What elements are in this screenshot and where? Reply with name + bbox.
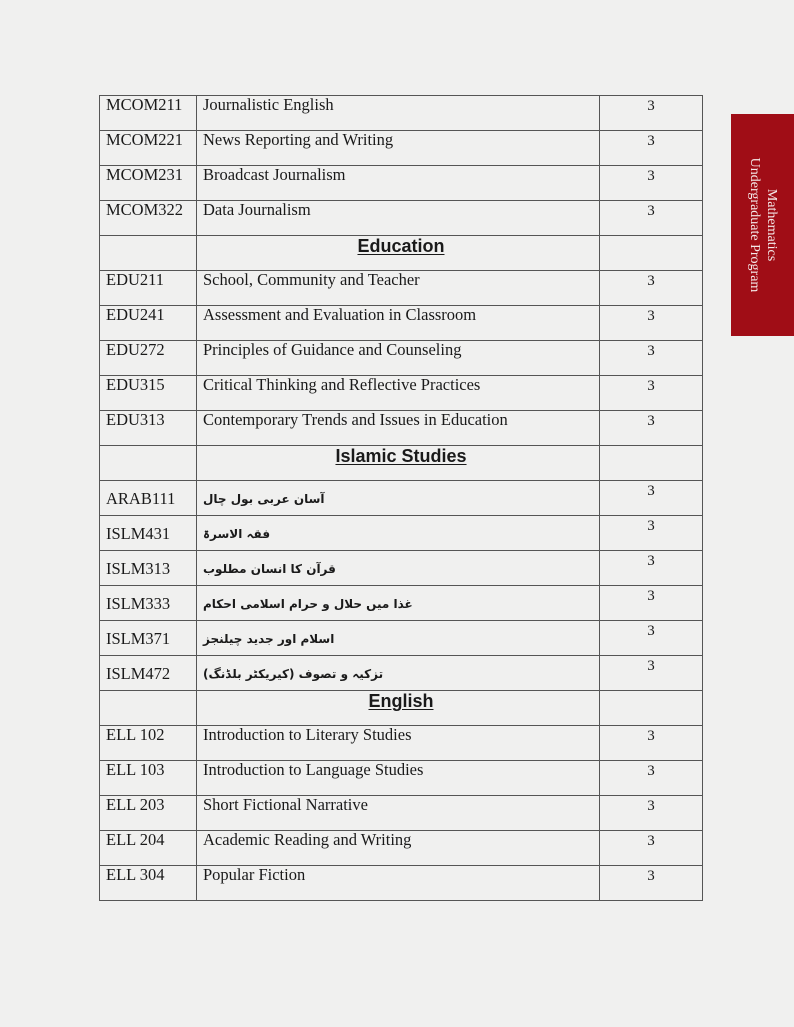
course-title: Data Journalism <box>203 200 311 219</box>
course-code: EDU241 <box>106 305 165 324</box>
credit-hours: 3 <box>647 133 655 149</box>
course-row <box>100 586 703 621</box>
course-title: Introduction to Language Studies <box>203 760 424 779</box>
course-title: فقہ الاسرۃ <box>203 527 271 541</box>
section-heading-cell <box>197 446 600 481</box>
credit-hours: 3 <box>647 378 655 394</box>
course-code-cell <box>100 866 197 901</box>
course-title: Academic Reading and Writing <box>203 830 412 849</box>
section-heading: English <box>368 691 434 711</box>
credit-hours: 3 <box>647 308 655 324</box>
course-row <box>100 481 703 516</box>
course-code-cell <box>100 341 197 376</box>
course-code: EDU211 <box>106 270 165 289</box>
credit-hours-cell <box>600 166 703 201</box>
course-title: Broadcast Journalism <box>203 165 346 184</box>
course-code-cell <box>100 831 197 866</box>
credit-hours-cell <box>600 306 703 341</box>
credit-hours-cell <box>600 131 703 166</box>
course-title: تزکیہ و تصوف (کیریکٹر بلڈنگ) <box>203 667 384 681</box>
course-title: School, Community and Teacher <box>203 270 420 289</box>
course-title-cell <box>197 411 600 446</box>
credit-hours: 3 <box>647 343 655 359</box>
credit-hours-cell <box>600 551 703 586</box>
credit-hours-cell <box>600 236 703 271</box>
credit-hours-cell <box>600 831 703 866</box>
course-code-cell <box>100 201 197 236</box>
course-title-cell <box>197 831 600 866</box>
course-title: قرآن کا انسان مطلوب <box>203 562 336 576</box>
section-heading-row <box>100 236 703 271</box>
course-title: Assessment and Evaluation in Classroom <box>203 305 477 324</box>
course-title: Contemporary Trends and Issues in Education <box>203 410 508 429</box>
course-title-cell <box>197 656 600 691</box>
course-title-cell <box>197 761 600 796</box>
course-row <box>100 761 703 796</box>
credit-hours-cell <box>600 691 703 726</box>
credit-hours-cell <box>600 621 703 656</box>
section-heading-row <box>100 691 703 726</box>
course-code: ISLM431 <box>106 524 171 543</box>
course-code: MCOM221 <box>106 130 184 149</box>
credit-hours-cell <box>600 656 703 691</box>
credit-hours: 3 <box>647 518 655 534</box>
course-title-cell <box>197 516 600 551</box>
course-code-cell <box>100 796 197 831</box>
course-title: Critical Thinking and Reflective Practices <box>203 375 481 394</box>
course-row <box>100 516 703 551</box>
course-code-cell <box>100 551 197 586</box>
credit-hours: 3 <box>647 868 655 884</box>
section-heading-row <box>100 446 703 481</box>
side-tab-line-2: Undergraduate Program <box>746 157 762 293</box>
course-code: ELL 204 <box>106 830 165 849</box>
credit-hours: 3 <box>647 98 655 114</box>
course-code: EDU315 <box>106 375 165 394</box>
course-code: MCOM211 <box>106 95 183 114</box>
course-title: Journalistic English <box>203 95 334 114</box>
course-code-cell <box>100 621 197 656</box>
course-code: MCOM231 <box>106 165 184 184</box>
course-code: EDU272 <box>106 340 165 359</box>
course-row <box>100 726 703 761</box>
course-title-cell <box>197 306 600 341</box>
credit-hours: 3 <box>647 273 655 289</box>
course-title-cell <box>197 551 600 586</box>
course-code-cell <box>100 271 197 306</box>
course-title-cell <box>197 131 600 166</box>
course-code-cell <box>100 131 197 166</box>
course-title: آسان عربی بول چال <box>203 492 325 506</box>
course-code-cell <box>100 516 197 551</box>
course-code-cell <box>100 236 197 271</box>
course-code-cell <box>100 691 197 726</box>
course-code: ISLM313 <box>106 559 171 578</box>
course-table-body <box>100 96 703 901</box>
side-tab-text <box>746 158 780 293</box>
course-title-cell <box>197 481 600 516</box>
credit-hours-cell <box>600 96 703 131</box>
course-row <box>100 866 703 901</box>
course-row <box>100 376 703 411</box>
course-title-cell <box>197 201 600 236</box>
course-row <box>100 166 703 201</box>
course-code: MCOM322 <box>106 200 184 219</box>
course-code: ISLM371 <box>106 629 171 648</box>
course-code-cell <box>100 481 197 516</box>
course-title-cell <box>197 341 600 376</box>
course-title: غذا میں حلال و حرام اسلامی احکام <box>203 597 413 611</box>
course-title: اسلام اور جدید چیلنجز <box>203 632 335 646</box>
course-code-cell <box>100 446 197 481</box>
course-row <box>100 411 703 446</box>
credit-hours: 3 <box>647 833 655 849</box>
credit-hours-cell <box>600 446 703 481</box>
course-row <box>100 621 703 656</box>
course-title: Principles of Guidance and Counseling <box>203 340 462 359</box>
course-title-cell <box>197 621 600 656</box>
credit-hours: 3 <box>647 203 655 219</box>
course-title-cell <box>197 166 600 201</box>
course-code: ELL 102 <box>106 725 165 744</box>
course-row <box>100 96 703 131</box>
course-code-cell <box>100 656 197 691</box>
course-code: ISLM333 <box>106 594 171 613</box>
course-code-cell <box>100 411 197 446</box>
course-code-cell <box>100 376 197 411</box>
course-title-cell <box>197 586 600 621</box>
course-title-cell <box>197 271 600 306</box>
course-code: ELL 203 <box>106 795 165 814</box>
credit-hours-cell <box>600 516 703 551</box>
course-title-cell <box>197 866 600 901</box>
course-code-cell <box>100 166 197 201</box>
course-code-cell <box>100 761 197 796</box>
course-title-cell <box>197 796 600 831</box>
credit-hours-cell <box>600 201 703 236</box>
section-heading-cell <box>197 236 600 271</box>
credit-hours-cell <box>600 411 703 446</box>
credit-hours: 3 <box>647 168 655 184</box>
course-row <box>100 341 703 376</box>
course-row <box>100 656 703 691</box>
course-row <box>100 551 703 586</box>
course-title: Introduction to Literary Studies <box>203 725 412 744</box>
credit-hours: 3 <box>647 763 655 779</box>
credit-hours-cell <box>600 376 703 411</box>
course-code: ELL 103 <box>106 760 165 779</box>
course-code-cell <box>100 96 197 131</box>
credit-hours-cell <box>600 586 703 621</box>
credit-hours-cell <box>600 761 703 796</box>
course-title: News Reporting and Writing <box>203 130 394 149</box>
course-code: ARAB111 <box>106 489 176 508</box>
course-title-cell <box>197 96 600 131</box>
side-tab-line-1: Mathematics <box>763 188 779 262</box>
course-row <box>100 201 703 236</box>
credit-hours: 3 <box>647 413 655 429</box>
program-side-tab <box>731 114 794 336</box>
course-title: Popular Fiction <box>203 865 306 884</box>
credit-hours: 3 <box>647 623 655 639</box>
credit-hours: 3 <box>647 483 655 499</box>
credit-hours: 3 <box>647 588 655 604</box>
credit-hours-cell <box>600 341 703 376</box>
credit-hours-cell <box>600 866 703 901</box>
credit-hours: 3 <box>647 798 655 814</box>
course-code-cell <box>100 586 197 621</box>
credit-hours-cell <box>600 796 703 831</box>
credit-hours-cell <box>600 726 703 761</box>
credit-hours: 3 <box>647 553 655 569</box>
course-title-cell <box>197 376 600 411</box>
section-heading: Islamic Studies <box>335 446 467 466</box>
course-table <box>99 95 703 901</box>
credit-hours-cell <box>600 481 703 516</box>
course-code: ELL 304 <box>106 865 165 884</box>
course-row <box>100 131 703 166</box>
section-heading-cell <box>197 691 600 726</box>
course-row <box>100 831 703 866</box>
credit-hours: 3 <box>647 658 655 674</box>
credit-hours-cell <box>600 271 703 306</box>
course-row <box>100 271 703 306</box>
course-title-cell <box>197 726 600 761</box>
course-code-cell <box>100 306 197 341</box>
course-code: ISLM472 <box>106 664 171 683</box>
section-heading: Education <box>357 236 445 256</box>
course-title: Short Fictional Narrative <box>203 795 368 814</box>
course-code: EDU313 <box>106 410 165 429</box>
course-row <box>100 306 703 341</box>
credit-hours: 3 <box>647 728 655 744</box>
course-code-cell <box>100 726 197 761</box>
course-row <box>100 796 703 831</box>
